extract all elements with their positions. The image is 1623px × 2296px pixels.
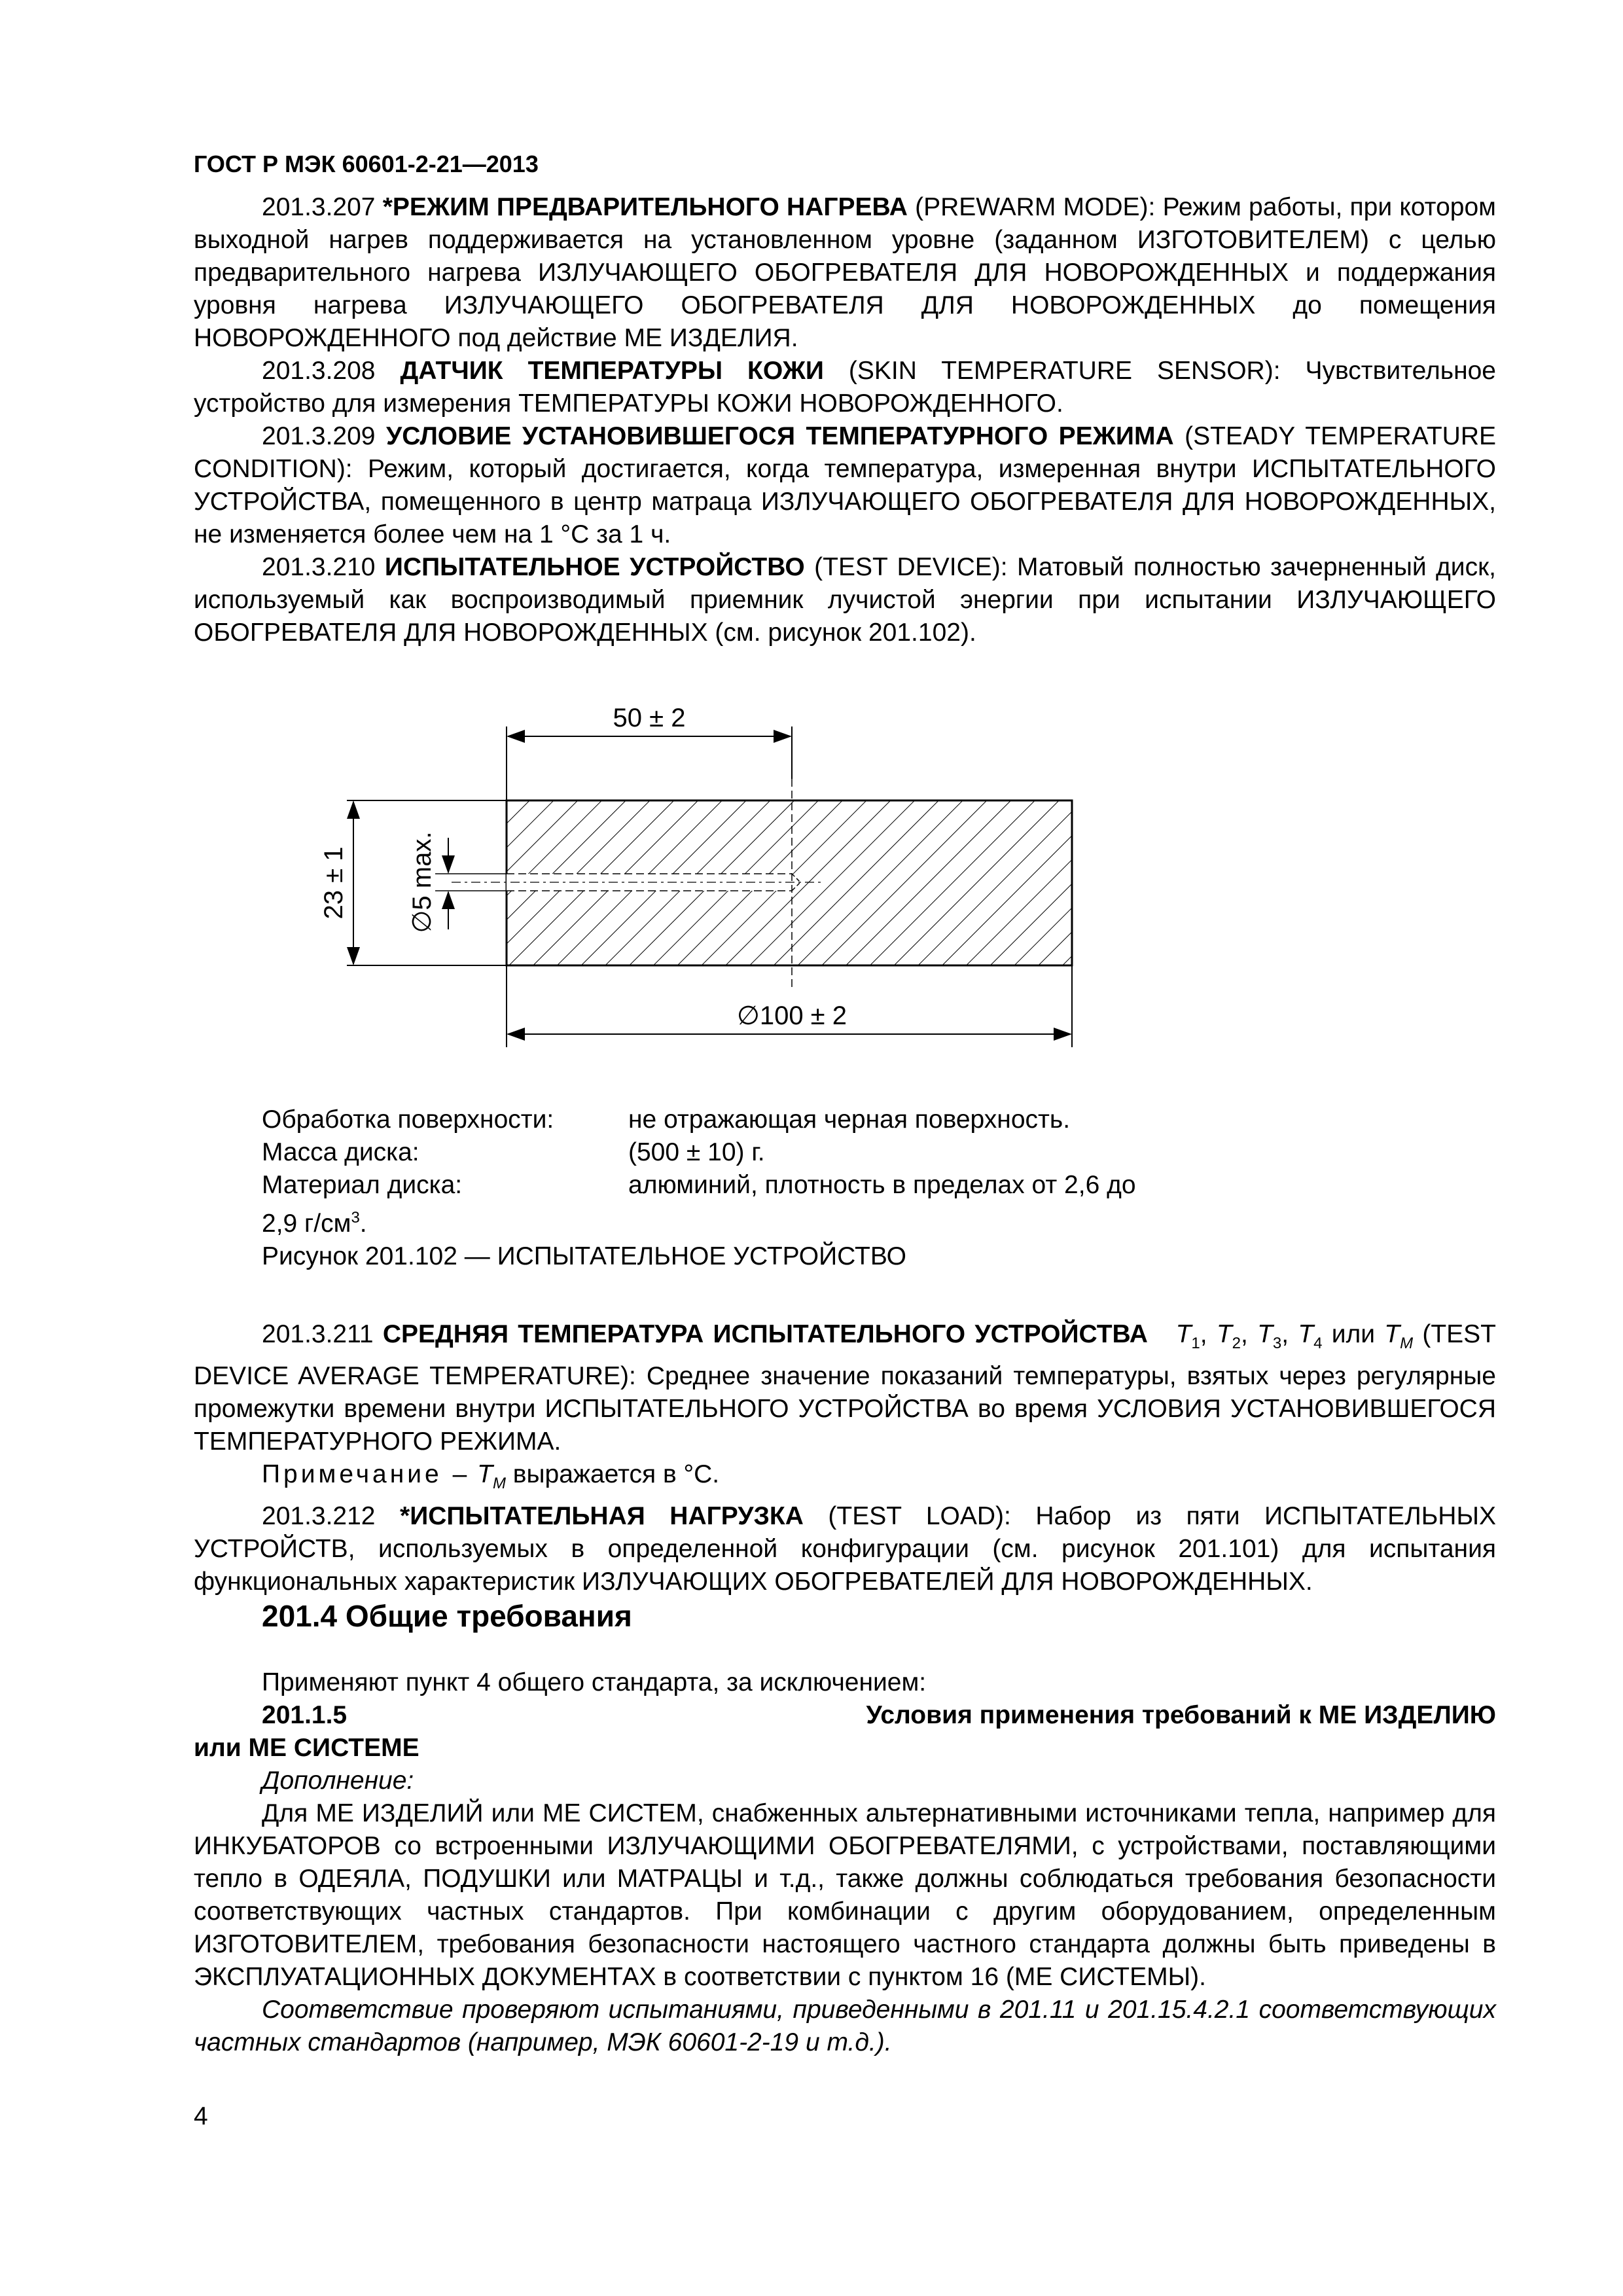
- dimension-diameter-label: ∅100 ± 2: [736, 1001, 847, 1030]
- definition-text: (TEST DEVICE): Матовый полностью зачерненный диск, используемый как воспроизводимый приемник лучистой энергии при испытании ИЗЛУЧАЮЩЕГО ОБОГРЕВАТЕЛЯ ДЛЯ НОВОРОЖДЕННЫХ (см. рисунок 201.102).: [194, 553, 1496, 647]
- definition-212: [194, 1500, 1496, 1598]
- figure-title: Рисунок 201.102 — ИСПЫТАТЕЛЬНОЕ УСТРОЙСТВО: [262, 1242, 906, 1270]
- page-number: 4: [194, 2102, 208, 2130]
- caption-label: Материал диска:: [262, 1171, 463, 1199]
- definition-text: (TEST LOAD): Набор из пяти ИСПЫТАТЕЛЬНЫХ УСТРОЙСТВ, используемых в определенной конфигурации (см. рисунок 201.101) для испытания функциональных характеристик ИЗЛУЧАЮЩИХ ОБОГРЕВАТЕЛЕЙ ДЛЯ НОВОРОЖДЕННЫХ.: [194, 1501, 1496, 1596]
- caption-value: (500 ± 10) г.: [628, 1138, 765, 1166]
- caption-value: алюминий, плотность в пределах от 2,6 до: [628, 1171, 1136, 1199]
- definition-term: СРЕДНЯЯ ТЕМПЕРАТУРА ИСПЫТАТЕЛЬНОГО УСТРОЙСТВА: [382, 1320, 1148, 1348]
- definition-number: 201.3.210: [262, 553, 385, 581]
- section-paragraph: Для МЕ ИЗДЕЛИЙ или МЕ СИСТЕМ, снабженных альтернативными источниками тепла, например для ИНКУБАТОРОВ со встроенными ИЗЛУЧАЮЩИМИ ОБОГРЕВАТЕЛЯМИ, с устройствами, поставляющими тепло в ОДЕЯЛА, ПОДУШКИ или МАТРАЦЫ и т.д., также должны соблюдаться требования безопасности соответствующих частных стандартов. При комбинации с другим оборудованием, определенным ИЗГОТОВИТЕЛЕМ, требования безопасности настоящего частного стандарта должны быть приведены в ЭКСПЛУАТАЦИОННЫХ ДОКУМЕНТАХ в соответствии с пунктом 16 (МЕ СИСТЕМЫ).: [194, 1799, 1496, 1991]
- definition-term: ДАТЧИК ТЕМПЕРАТУРЫ КОЖИ: [400, 357, 824, 385]
- section-heading: 201.4 Общие требования: [262, 1599, 632, 1633]
- definition-number: 201.3.212: [262, 1501, 401, 1530]
- subclause-heading: [194, 1699, 1496, 1732]
- definitions-bottom: [194, 1318, 1496, 1598]
- note: [194, 1458, 1496, 1500]
- definition-209: [194, 420, 1496, 551]
- definition-text: (STEADY TEMPERATURE CONDITION): Режим, который достигается, когда температура, измеренная внутри ИСПЫТАТЕЛЬНОГО УСТРОЙСТВА, помещенного в центр матраца ИЗЛУЧАЮЩЕГО ОБОГРЕВАТЕЛЯ ДЛЯ НОВОРОЖДЕННЫХ, не изменяется более чем на 1 °С за 1 ч.: [194, 422, 1496, 548]
- addition-label: Дополнение:: [262, 1767, 414, 1795]
- definitions-top: [194, 191, 1496, 649]
- caption-row: [262, 1136, 1136, 1169]
- definition-text: (TEST DEVICE AVERAGE TEMPERATURE): Среднее значение показаний температуры, взятых через регулярные промежутки времени внутри ИСПЫТАТЕЛЬНОГО УСТРОЙСТВА во время УСЛОВИЯ УСТАНОВИВШЕГОСЯ ТЕМПЕРАТУРНОГО РЕЖИМА.: [194, 1320, 1497, 1456]
- symbol: T: [1257, 1320, 1273, 1348]
- dimension-height-label: 23 ± 1: [319, 846, 348, 920]
- symbol-sub: 2: [1232, 1334, 1241, 1352]
- definition-207: [194, 191, 1496, 355]
- definition-number: 201.3.209: [262, 422, 386, 450]
- symbol-sub: 3: [1272, 1334, 1282, 1352]
- figure-caption: [262, 1103, 1136, 1273]
- test-device-drawing: [288, 681, 1139, 1047]
- standard-header: ГОСТ Р МЭК 60601-2-21—2013: [194, 151, 539, 177]
- subclause-number: 201.1.5: [262, 1701, 348, 1729]
- dimension-width-label: 50 ± 2: [613, 704, 686, 732]
- definition-number: 201.3.211: [262, 1320, 383, 1348]
- definition-term: ИСПЫТАТЕЛЬНОЕ УСТРОЙСТВО: [384, 553, 805, 581]
- symbol: T: [1175, 1320, 1192, 1348]
- section-intro: Применяют пункт 4 общего стандарта, за исключением:: [262, 1668, 927, 1696]
- caption-label: Масса диска:: [262, 1138, 419, 1166]
- subclause-title: Условия применения требований к МЕ ИЗДЕЛИЮ: [866, 1701, 1496, 1729]
- caption-value: не отражающая черная поверхность.: [628, 1105, 1071, 1134]
- definition-number: 201.3.207: [262, 193, 383, 221]
- section-body: [194, 1666, 1496, 2059]
- caption-row: [262, 1169, 1136, 1202]
- subclause-title-cont: [194, 1732, 1496, 1765]
- caption-value: 2,9 г/см: [262, 1210, 351, 1238]
- symbol: T: [1298, 1320, 1314, 1348]
- definition-term: *РЕЖИМ ПРЕДВАРИТЕЛЬНОГО НАГРЕВА: [382, 193, 908, 221]
- connector-text: или: [1322, 1320, 1385, 1348]
- definition-text: (PREWARM MODE): Режим работы, при котором выходной нагрев поддерживается на установленном уровне (заданном ИЗГОТОВИТЕЛЕМ) с целью предварительного нагрева ИЗЛУЧАЮЩЕГО ОБОГРЕВАТЕЛЯ ДЛЯ НОВОРОЖДЕННЫХ и поддержания уровня нагрева ИЗЛУЧАЮЩЕГО ОБОГРЕВАТЕЛЯ ДЛЯ НОВОРОЖДЕННЫХ до помещения НОВОРОЖДЕННОГО под действие МЕ ИЗДЕЛИЯ.: [194, 193, 1496, 352]
- definition-term: УСЛОВИЕ УСТАНОВИВШЕГОСЯ ТЕМПЕРАТУРНОГО РЕЖИМА: [385, 422, 1174, 450]
- symbol: T: [1216, 1320, 1232, 1348]
- note-text: выражается в °С.: [505, 1460, 720, 1488]
- caption-row: [262, 1103, 1136, 1136]
- symbol-sub: M: [1400, 1334, 1414, 1352]
- definition-210: [194, 551, 1496, 649]
- symbol: T: [1384, 1320, 1400, 1348]
- symbol: T: [477, 1460, 493, 1488]
- caption-label: Обработка поверхности:: [262, 1105, 554, 1134]
- note-label: Примечание –: [262, 1460, 471, 1488]
- definition-text: (SKIN TEMPERATURE SENSOR): Чувствительное устройство для измерения ТЕМПЕРАТУРЫ КОЖИ НОВОРОЖДЕННОГО.: [194, 357, 1496, 418]
- caption-row: [262, 1202, 1136, 1240]
- symbol-sub: 4: [1313, 1334, 1323, 1352]
- definition-208: [194, 355, 1496, 420]
- definition-term: *ИСПЫТАТЕЛЬНАЯ НАГРУЗКА: [400, 1501, 804, 1530]
- compliance-paragraph: Соответствие проверяют испытаниями, приведенными в 201.11 и 201.15.4.2.1 соответствующих частных стандартов (например, МЭК 60601-2-19 и т.д.).: [194, 1996, 1496, 2056]
- definition-211: 201.3.211 СРЕДНЯЯ ТЕМПЕРАТУРА ИСПЫТАТЕЛЬНОГО УСТРОЙСТВА $T_1$, $T_2$, $T_3$, $T_4$ или $T_M$ (TEST DEVICE AVERAGE TEMPERATURE): Среднее значение показаний температуры, взятых через регулярные промежутки времени внутри ИСПЫТАТЕЛЬНОГО УСТРОЙСТВА во время УСЛОВИЯ УСТАНОВИВШЕГОСЯ ТЕМПЕРАТУРНОГО РЕЖИМА.: [194, 1320, 1497, 1456]
- dimension-hole-label: ∅5 max.: [408, 831, 437, 933]
- definition-number: 201.3.208: [262, 357, 401, 385]
- subclause-title: или МЕ СИСТЕМЕ: [194, 1734, 419, 1762]
- caption-superscript: 3: [351, 1209, 360, 1227]
- symbol-sub: 1: [1191, 1334, 1200, 1352]
- caption-value: .: [359, 1210, 367, 1238]
- symbol-sub: M: [492, 1474, 506, 1492]
